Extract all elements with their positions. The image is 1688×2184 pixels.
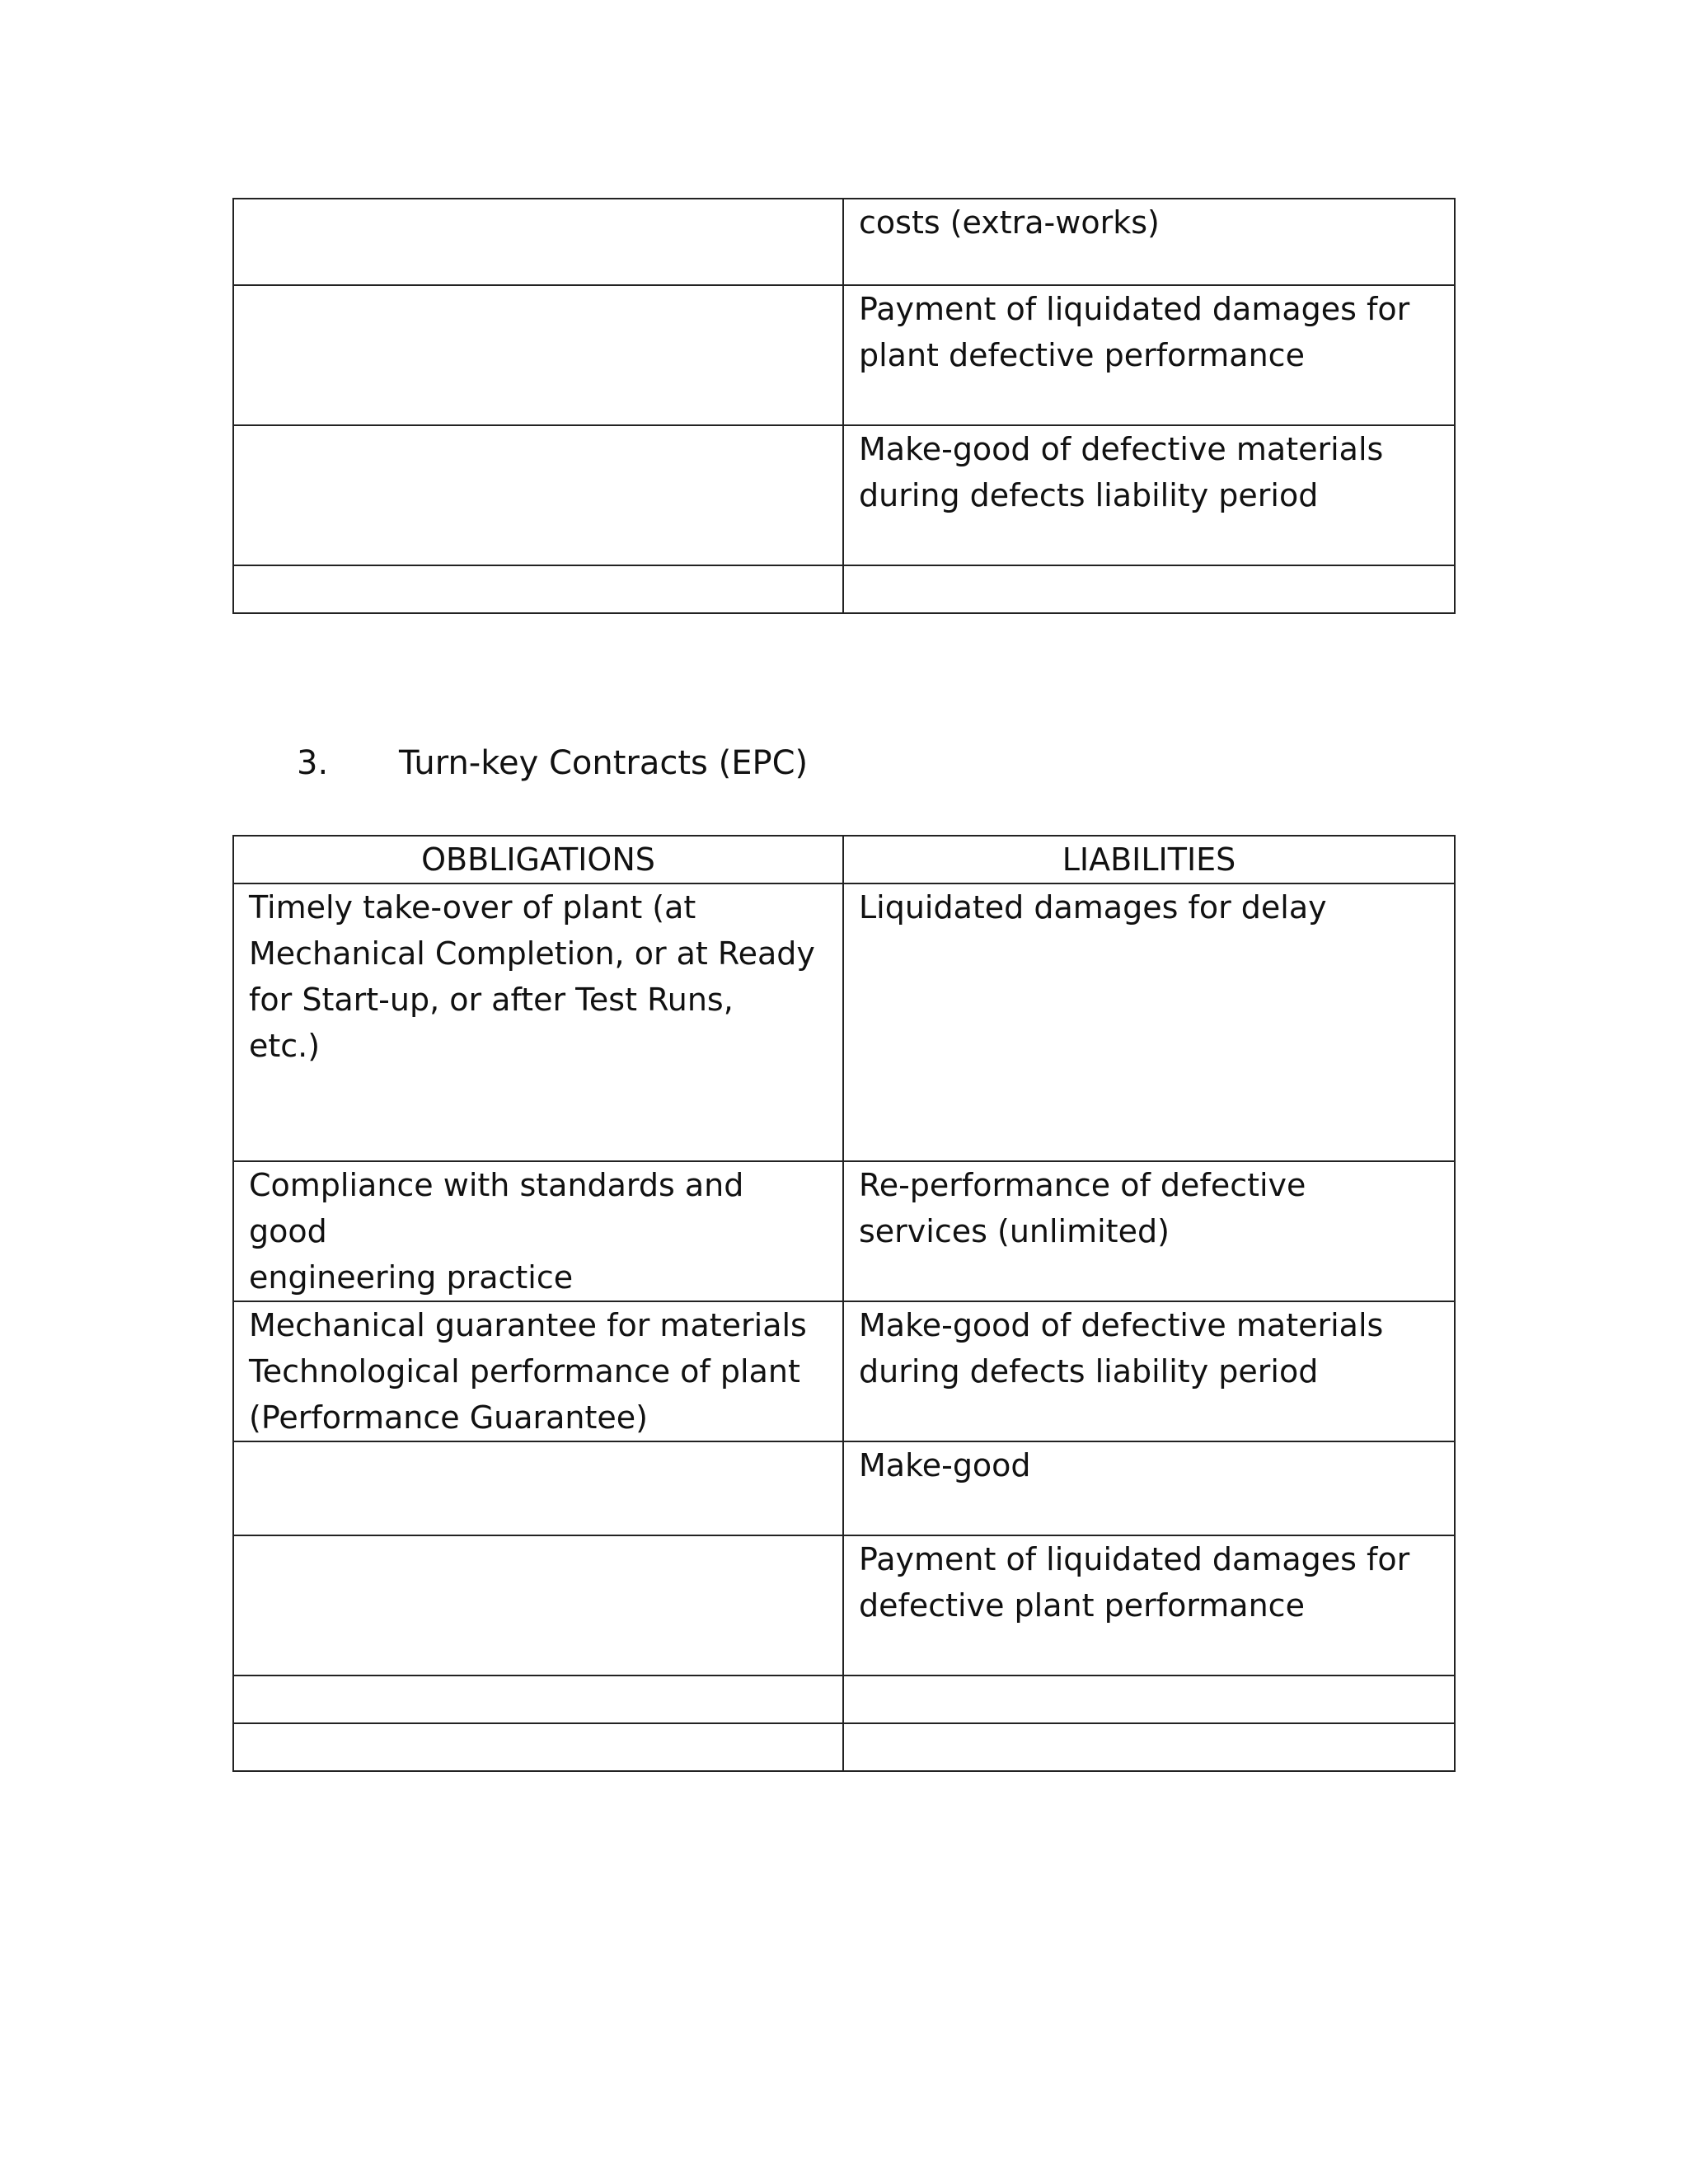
liability-cell xyxy=(843,1675,1455,1723)
liability-cell: Re-performance of defective services (unlimited) xyxy=(843,1161,1455,1301)
table-row xyxy=(233,1535,1455,1675)
table-row xyxy=(233,1441,1455,1535)
obligation-cell xyxy=(233,285,843,425)
table-row xyxy=(233,199,1455,285)
obligation-cell: Compliance with standards and good engineering practice xyxy=(233,1161,843,1301)
table-row xyxy=(233,1675,1455,1723)
obligation-cell xyxy=(233,199,843,285)
table-row xyxy=(233,1723,1455,1771)
obligation-cell xyxy=(233,1441,843,1535)
obligation-cell xyxy=(233,425,843,565)
table-row xyxy=(233,883,1455,1161)
obligation-cell: Mechanical guarantee for materials Technological performance of plant (Performance Guarantee) xyxy=(233,1301,843,1441)
section-heading xyxy=(297,740,808,786)
table-header-row xyxy=(233,836,1455,883)
liability-cell xyxy=(843,1723,1455,1771)
obligation-cell xyxy=(233,565,843,613)
liability-cell: Make-good of defective materials during defects liability period xyxy=(843,1301,1455,1441)
liability-cell: Make-good of defective materials during defects liability period xyxy=(843,425,1455,565)
table-row xyxy=(233,1301,1455,1441)
liability-cell: Payment of liquidated damages for plant defective performance xyxy=(843,285,1455,425)
section-number: 3. xyxy=(297,744,329,782)
section-title: Turn-key Contracts (EPC) xyxy=(399,744,809,782)
table-row xyxy=(233,565,1455,613)
continued-obligations-table xyxy=(232,198,1456,614)
liability-cell xyxy=(843,565,1455,613)
header-obligations: OBBLIGATIONS xyxy=(233,836,843,883)
table-row xyxy=(233,1161,1455,1301)
obligation-cell xyxy=(233,1675,843,1723)
obligation-cell: Timely take-over of plant (at Mechanical Completion, or at Ready for Start-up, or after Test Runs, etc.) xyxy=(233,883,843,1161)
obligation-cell xyxy=(233,1723,843,1771)
header-liabilities: LIABILITIES xyxy=(843,836,1455,883)
table-row xyxy=(233,425,1455,565)
liability-cell: costs (extra-works) xyxy=(843,199,1455,285)
liability-cell: Payment of liquidated damages for defective plant performance xyxy=(843,1535,1455,1675)
table-row xyxy=(233,285,1455,425)
obligation-cell xyxy=(233,1535,843,1675)
epc-obligations-liabilities-table xyxy=(232,835,1456,1772)
liability-cell: Liquidated damages for delay xyxy=(843,883,1455,1161)
liability-cell: Make-good xyxy=(843,1441,1455,1535)
